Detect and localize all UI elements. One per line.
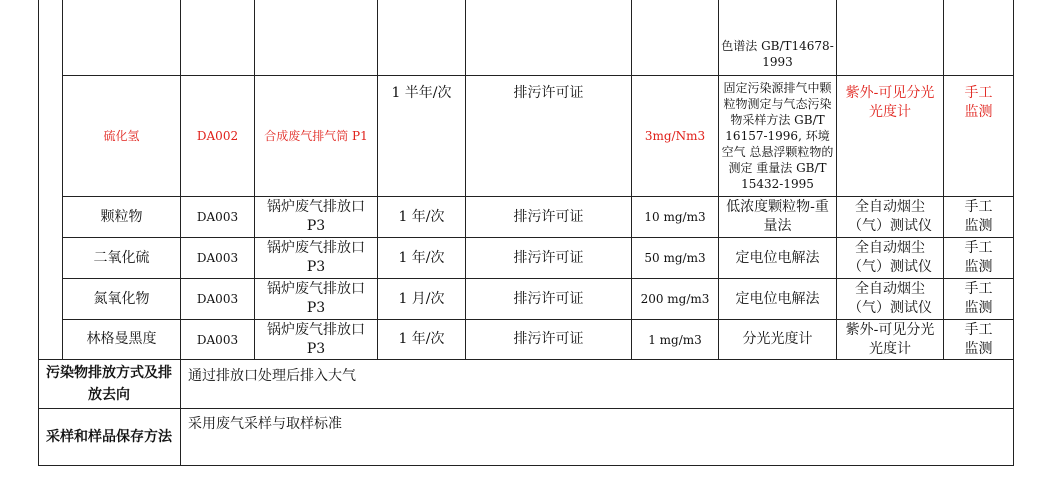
table-cell-frequency: 1 年/次 [398, 331, 445, 347]
row-divider [38, 359, 1014, 360]
table-cell-method: 定电位电解法 [735, 249, 820, 266]
table-border-bottom [38, 465, 1014, 466]
table-cell-frequency: 1 年/次 [398, 249, 445, 266]
table-cell-standard: 排污许可证 [513, 208, 584, 225]
table-cell-instrument: 紫外-可见分光光度计 [845, 85, 935, 120]
table-cell-frequency: 1 月/次 [398, 290, 445, 307]
table-cell-monitoring-type: 手工监测 [964, 240, 993, 275]
table-cell-standard: 排污许可证 [513, 290, 584, 307]
table-cell-outlet-id: DA003 [196, 210, 239, 224]
monitoring-table [38, 0, 1014, 466]
table-cell-pollutant: 颗粒物 [100, 208, 143, 225]
table-cell-outlet-id: DA003 [196, 332, 239, 347]
table-border-left [38, 0, 39, 466]
discharge-label: 污染物排放方式及排放去向 [46, 365, 172, 403]
table-cell-outlet-name: 锅炉废气排放口 P3 [267, 240, 365, 275]
table-cell-limit: 200 mg/m3 [640, 292, 710, 306]
table-cell-method: 色谱法 GB/T14678-1993 [721, 39, 834, 69]
table-border-right [1013, 0, 1014, 466]
table-cell-outlet-name: 锅炉废气排放口 P3 [267, 281, 365, 316]
table-cell-limit: 3mg/Nm3 [644, 129, 706, 143]
table-cell-standard: 排污许可证 [513, 331, 584, 347]
table-cell-pollutant: 二氧化硫 [93, 249, 150, 266]
table-cell-monitoring-type: 手工监测 [964, 199, 993, 234]
row-divider [38, 408, 1014, 409]
table-cell-method: 定电位电解法 [735, 290, 820, 307]
table-cell-frequency: 1 半年/次 [391, 85, 452, 101]
table-cell-outlet-id: DA002 [196, 129, 239, 143]
table-cell-pollutant: 林格曼黑度 [86, 331, 157, 347]
table-cell-outlet-name: 合成废气排气筒 P1 [264, 129, 368, 143]
table-cell-instrument: 全自动烟尘（气）测试仪 [848, 281, 932, 316]
table-cell-limit: 10 mg/m3 [644, 210, 706, 224]
table-cell-method: 固定污染源排气中颗粒物测定与气态污染物采样方法 GB/T 16157-1996, 环境空气 总悬浮颗粒物的测定 重量法 GB/T 15432-1995 [721, 81, 834, 191]
table-cell-outlet-name: 锅炉废气排放口 P3 [267, 321, 365, 357]
table-cell-limit: 50 mg/m3 [644, 251, 706, 265]
table-cell-limit: 1 mg/m3 [648, 332, 702, 347]
sampling-value: 采用废气采样与取样标准 [188, 416, 342, 432]
table-cell-method: 低浓度颗粒物-重量法 [726, 199, 829, 234]
sampling-label: 采样和样品保存方法 [46, 429, 172, 445]
table-cell-outlet-id: DA003 [196, 251, 239, 265]
table-cell-monitoring-type: 手工监测 [964, 281, 993, 316]
discharge-value: 通过排放口处理后排入大气 [188, 368, 356, 384]
table-cell-frequency: 1 年/次 [398, 208, 445, 225]
table-cell-outlet-name: 锅炉废气排放口 P3 [267, 199, 365, 234]
table-cell-method: 分光光度计 [742, 331, 813, 347]
table-cell-standard: 排污许可证 [513, 249, 584, 266]
table-cell-pollutant: 氮氧化物 [93, 290, 150, 307]
table-cell-monitoring-type: 手工监测 [964, 85, 993, 120]
table-cell-pollutant: 硫化氢 [103, 129, 140, 143]
table-cell-monitoring-type: 手工监测 [964, 321, 993, 357]
table-cell-outlet-id: DA003 [196, 292, 239, 306]
table-cell-standard: 排污许可证 [513, 85, 584, 101]
table-cell-instrument: 紫外-可见分光光度计 [845, 321, 935, 357]
table-cell-instrument: 全自动烟尘（气）测试仪 [848, 240, 932, 275]
table-cell-instrument: 全自动烟尘（气）测试仪 [848, 199, 932, 234]
